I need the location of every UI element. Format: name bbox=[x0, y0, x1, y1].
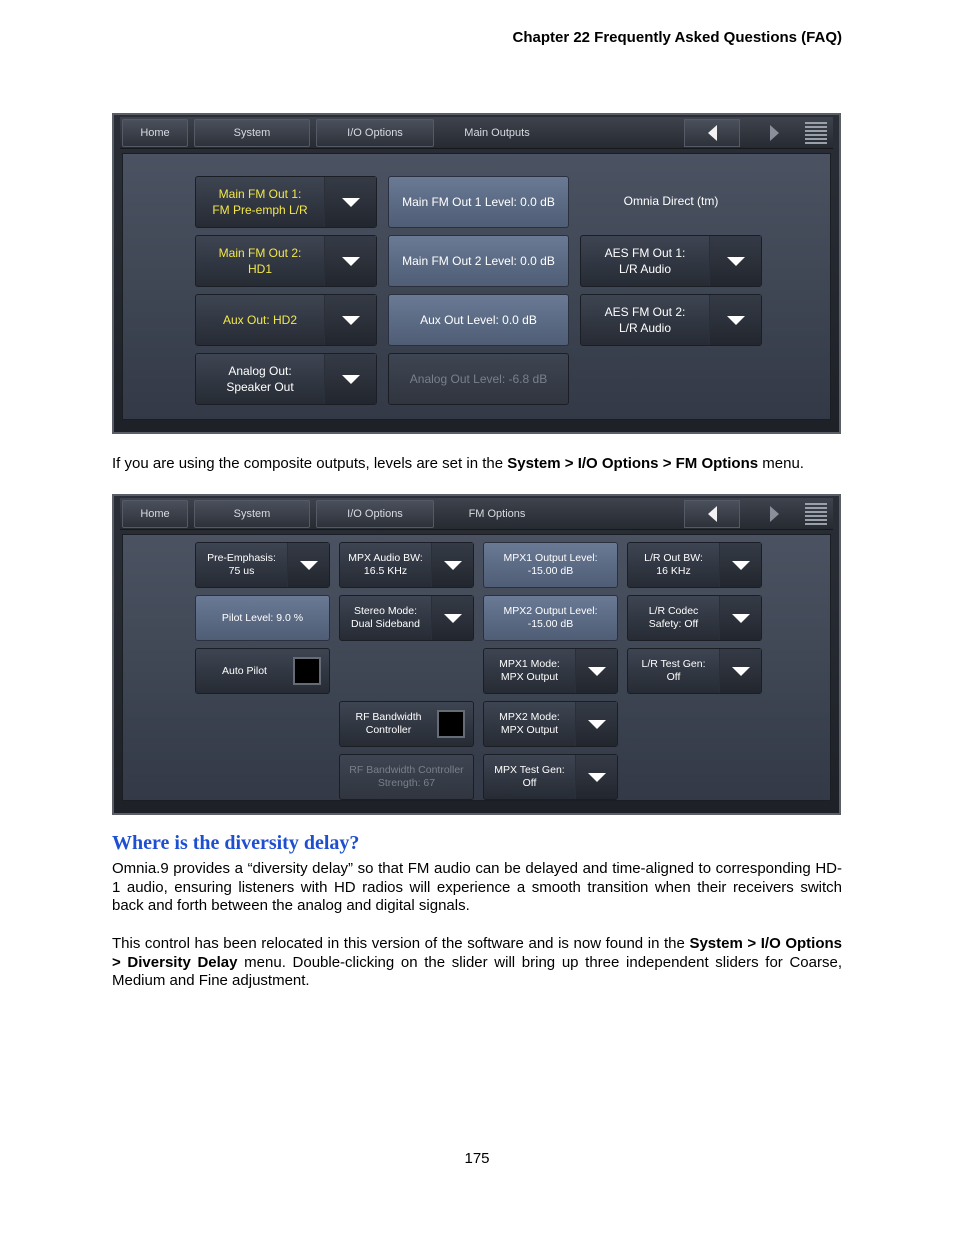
controls-panel bbox=[122, 153, 831, 420]
aux-out-dropdown[interactable]: Aux Out: HD2 bbox=[195, 294, 377, 346]
main-outputs-screenshot bbox=[112, 113, 841, 434]
diversity-delay-intro: Omnia.9 provides a “diversity delay” so that FM audio can be delayed and time-aligned to corresponding HD-1 audio, ensuring listeners with HD radios will experience a smooth transition when their receivers switch back and forth between the analog and digital signals. bbox=[112, 860, 842, 915]
mpx2-mode-dropdown[interactable]: MPX2 Mode: MPX Output bbox=[483, 701, 618, 747]
controls-panel bbox=[122, 534, 831, 801]
chapter-header: Chapter 22 Frequently Asked Questions (FAQ) bbox=[512, 29, 842, 46]
aes-fm-out1-dropdown[interactable]: AES FM Out 1: L/R Audio bbox=[580, 235, 762, 287]
checkbox-icon bbox=[437, 710, 465, 738]
chevron-down-icon bbox=[300, 561, 318, 570]
main-fm-out2-level-slider[interactable]: Main FM Out 2 Level: 0.0 dB bbox=[388, 235, 569, 287]
io-options-button[interactable]: I/O Options bbox=[316, 500, 434, 528]
aux-out-level-slider[interactable]: Aux Out Level: 0.0 dB bbox=[388, 294, 569, 346]
home-button[interactable]: Home bbox=[122, 500, 188, 528]
chevron-down-icon bbox=[727, 257, 745, 266]
nav-bar bbox=[120, 498, 833, 530]
back-arrow-icon bbox=[708, 125, 717, 141]
home-button[interactable]: Home bbox=[122, 119, 188, 147]
chevron-down-icon bbox=[444, 614, 462, 623]
analog-out-dropdown[interactable]: Analog Out: Speaker Out bbox=[195, 353, 377, 405]
chevron-down-icon bbox=[732, 614, 750, 623]
forward-arrow-icon bbox=[770, 125, 779, 141]
chevron-down-icon bbox=[342, 257, 360, 266]
main-fm-out1-dropdown[interactable]: Main FM Out 1: FM Pre-emph L/R bbox=[195, 176, 377, 228]
rf-bandwidth-strength-slider[interactable]: RF Bandwidth Controller Strength: 67 bbox=[339, 754, 474, 800]
aes-fm-out2-dropdown[interactable]: AES FM Out 2: L/R Audio bbox=[580, 294, 762, 346]
page-number: 175 bbox=[464, 1150, 490, 1167]
chevron-down-icon bbox=[588, 773, 606, 782]
main-fm-out1-level-slider[interactable]: Main FM Out 1 Level: 0.0 dB bbox=[388, 176, 569, 228]
auto-pilot-toggle[interactable]: Auto Pilot bbox=[195, 648, 330, 694]
mpx-test-gen-dropdown[interactable]: MPX Test Gen: Off bbox=[483, 754, 618, 800]
current-page-label: FM Options bbox=[468, 508, 526, 520]
lr-out-bw-dropdown[interactable]: L/R Out BW: 16 KHz bbox=[627, 542, 762, 588]
main-fm-out2-dropdown[interactable]: Main FM Out 2: HD1 bbox=[195, 235, 377, 287]
mpx-audio-bw-dropdown[interactable]: MPX Audio BW: 16.5 KHz bbox=[339, 542, 474, 588]
system-button[interactable]: System bbox=[194, 119, 310, 147]
chevron-down-icon bbox=[588, 667, 606, 676]
back-button[interactable] bbox=[684, 500, 740, 528]
mpx1-output-level-slider[interactable]: MPX1 Output Level: -15.00 dB bbox=[483, 542, 618, 588]
chevron-down-icon bbox=[342, 198, 360, 207]
chevron-down-icon bbox=[342, 316, 360, 325]
chevron-down-icon bbox=[342, 375, 360, 384]
pilot-level-slider[interactable]: Pilot Level: 9.0 % bbox=[195, 595, 330, 641]
mpx1-mode-dropdown[interactable]: MPX1 Mode: MPX Output bbox=[483, 648, 618, 694]
section-heading: Where is the diversity delay? bbox=[112, 832, 360, 854]
rf-bandwidth-controller-toggle[interactable]: RF Bandwidth Controller bbox=[339, 701, 474, 747]
mpx2-output-level-slider[interactable]: MPX2 Output Level: -15.00 dB bbox=[483, 595, 618, 641]
stereo-mode-dropdown[interactable]: Stereo Mode: Dual Sideband bbox=[339, 595, 474, 641]
lr-test-gen-dropdown[interactable]: L/R Test Gen: Off bbox=[627, 648, 762, 694]
chevron-down-icon bbox=[727, 316, 745, 325]
chevron-down-icon bbox=[732, 667, 750, 676]
back-button[interactable] bbox=[684, 119, 740, 147]
menu-icon[interactable] bbox=[805, 122, 827, 144]
chevron-down-icon bbox=[444, 561, 462, 570]
chevron-down-icon bbox=[588, 720, 606, 729]
current-page-label: Main Outputs bbox=[464, 127, 530, 139]
lr-codec-safety-dropdown[interactable]: L/R Codec Safety: Off bbox=[627, 595, 762, 641]
composite-outputs-note: If you are using the composite outputs, levels are set in the System > I/O Options > FM Options menu. bbox=[112, 455, 804, 472]
pre-emphasis-dropdown[interactable]: Pre-Emphasis: 75 us bbox=[195, 542, 330, 588]
chevron-down-icon bbox=[732, 561, 750, 570]
forward-button[interactable] bbox=[746, 119, 802, 147]
diversity-delay-location: This control has been relocated in this version of the software and is now found in the System > I/O Options > Diversity Delay menu. Double-clicking on the slider will bring up three independent sliders for Coarse, Medium and Fine adjustment. bbox=[112, 935, 842, 990]
checkbox-icon bbox=[293, 657, 321, 685]
fm-options-screenshot bbox=[112, 494, 841, 815]
forward-button[interactable] bbox=[746, 500, 802, 528]
back-arrow-icon bbox=[708, 506, 717, 522]
forward-arrow-icon bbox=[770, 506, 779, 522]
menu-icon[interactable] bbox=[805, 503, 827, 525]
io-options-button[interactable]: I/O Options bbox=[316, 119, 434, 147]
analog-out-level-slider[interactable]: Analog Out Level: -6.8 dB bbox=[388, 353, 569, 405]
nav-bar bbox=[120, 117, 833, 149]
system-button[interactable]: System bbox=[194, 500, 310, 528]
omnia-direct-label: Omnia Direct (tm) bbox=[623, 194, 719, 208]
